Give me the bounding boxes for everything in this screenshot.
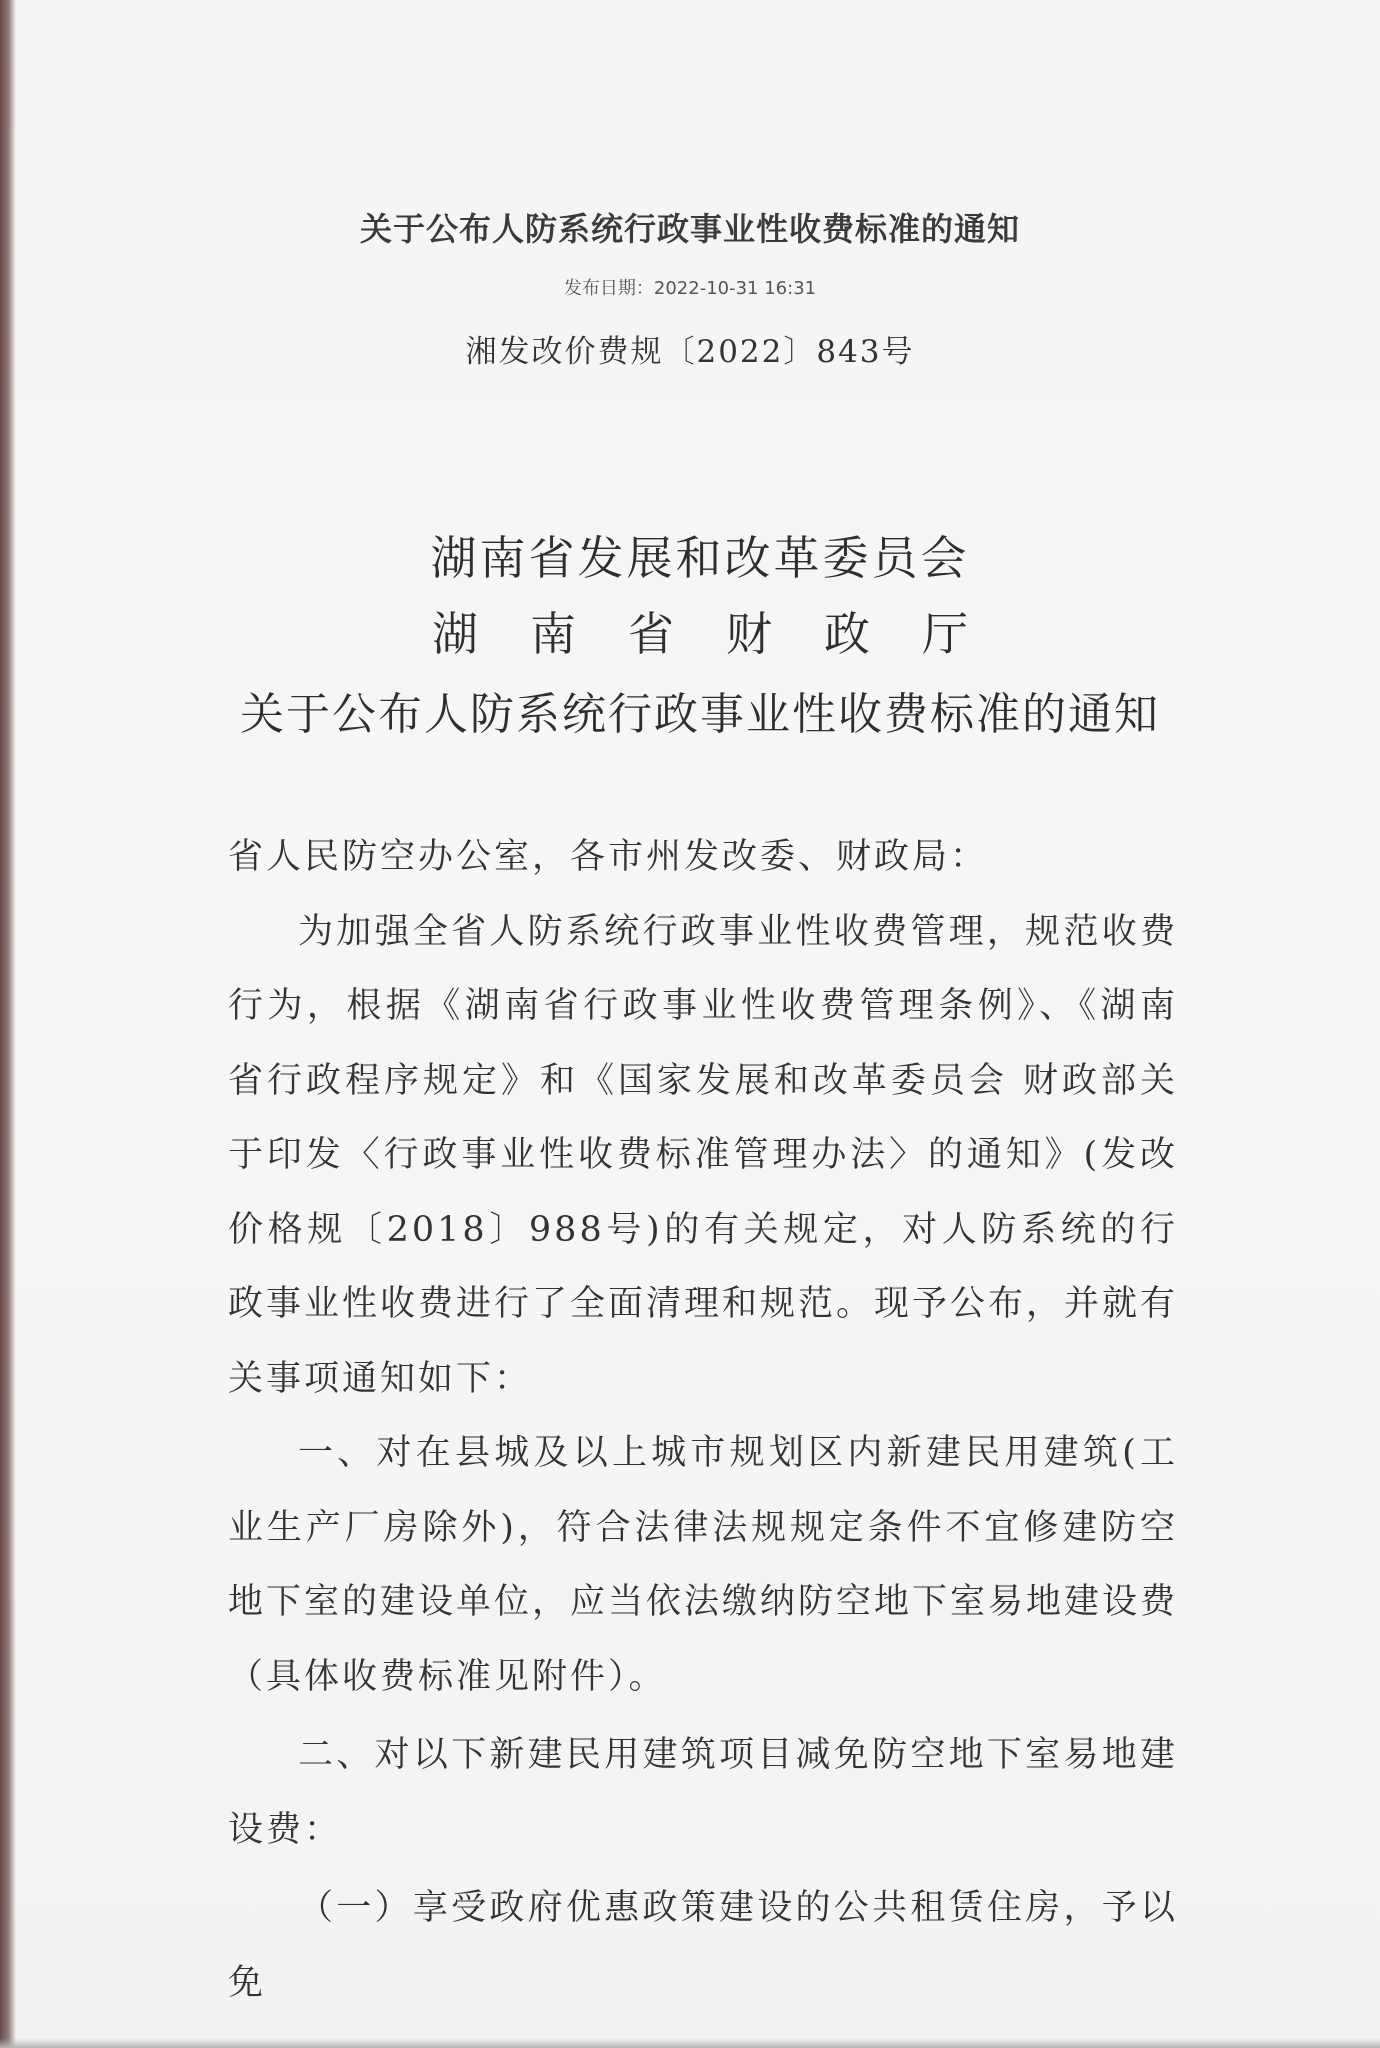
- publish-date: 发布日期：2022-10-31 16:31: [563, 278, 817, 299]
- paragraph-intro: 为加强全省人防系统行政事业性收费管理，规范收费行为，根据《湖南省行政事业性收费管理条例》、《湖南省行政程序规定》和《国家发展和改革委员会 财政部关于印发〈行政事业性收费标准管理办法〉的通知》(发改价格规〔2018〕988号)的有关规定，对人防系统的行政事业性收费进行了全面清理和规范。现予公布，并就有关事项通知如下：: [228, 911, 1179, 1399]
- web-title: 关于公布人防系统行政事业性收费标准的通知: [359, 210, 1020, 248]
- page-bottom-shadow: [0, 2038, 1380, 2048]
- page-edge-shadow: [0, 0, 16, 2048]
- addressee: 省人民防空办公室，各市州发改委、财政局：: [228, 837, 989, 877]
- paragraph-subitem-1: （一）享受政府优惠政策建设的公共租赁住房，予以免: [228, 1888, 1178, 2003]
- document-number: 湘发改价费规〔2022〕843号: [465, 334, 915, 370]
- paragraph-item-2: 二、对以下新建民用建筑项目减免防空地下室易地建设费：: [228, 1735, 1178, 1850]
- notice-title: 关于公布人防系统行政事业性收费标准的通知: [240, 689, 1160, 740]
- issuer-development-reform-commission: 湖南省发展和改革委员会: [430, 531, 970, 585]
- paragraph-item-1: 一、对在县城及以上城市规划区内新建民用建筑(工业生产厂房除外)，符合法律法规规定条件不宜修建防空地下室的建设单位，应当依法缴纳防空地下室易地建设费（具体收费标准见附件）。: [228, 1433, 1179, 1697]
- issuer-finance-department: 湖南省财政厅: [432, 607, 1020, 661]
- document-body: [228, 820, 1178, 2020]
